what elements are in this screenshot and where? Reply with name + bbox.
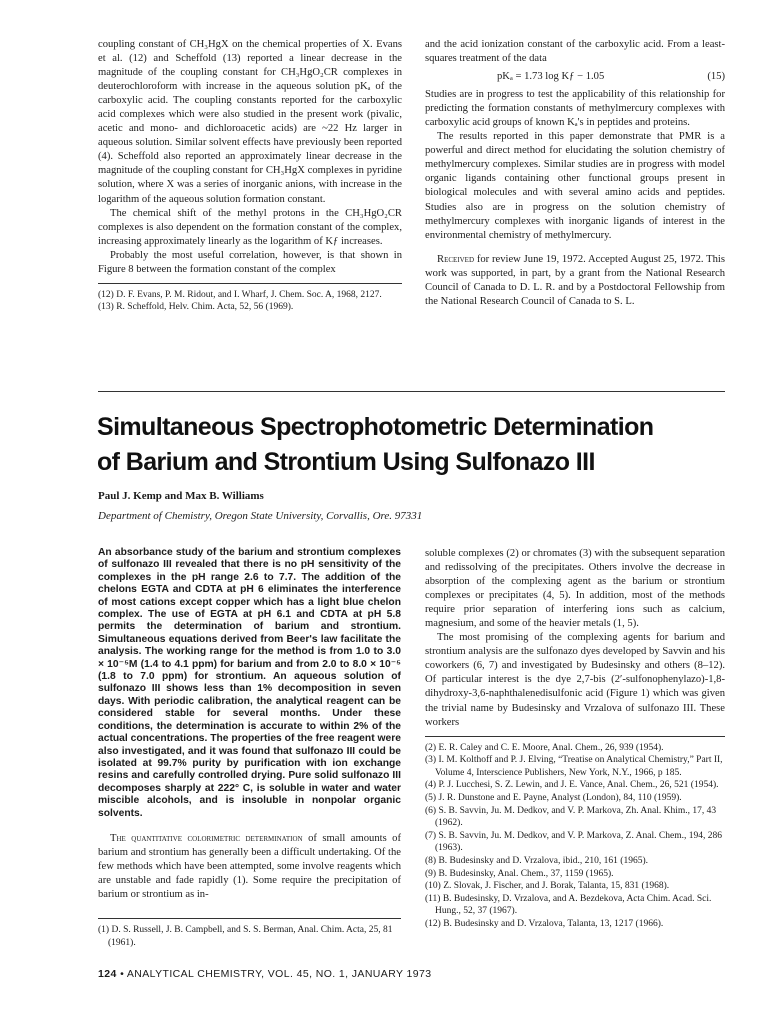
introduction-paragraph <box>98 832 401 902</box>
page-footer <box>98 968 431 980</box>
article-left-column <box>98 547 401 949</box>
page-number: 124 <box>98 968 117 980</box>
reference-list <box>98 924 401 949</box>
body-paragraph: The chemical shift of the methyl protons in the CH₃HgO₂CR complexes is also dependent on the formation constant of the complex, increasing approximately linearly as the logarithm of Kƒ increases. <box>98 207 402 247</box>
article-title-line: of Barium and Strontium Using Sulfonazo III <box>97 448 595 476</box>
article-title <box>97 410 737 480</box>
body-paragraph: and the acid ionization constant of the carboxylic acid. From a least-squares treatment of the data <box>425 39 725 65</box>
article-title-line: Simultaneous Spectrophotometric Determination <box>97 413 654 441</box>
reference-item: (8) B. Budesinsky and D. Vrzalova, ibid., 210, 161 (1965). <box>425 855 649 866</box>
body-paragraph: The results reported in this paper demonstrate that PMR is a powerful and direct method for elucidating the solution chemistry of methylmercury complexes. Similar studies are in progress with model organic ligands containing other functional groups present in biological molecules and with several amino acids and peptides. Studies also are in progress on the solution chemistry of methylmercury complexes with inorganic ligands of interest in the environmental chemistry of methylmercury. <box>425 131 725 241</box>
reference-item: (2) E. R. Caley and C. E. Moore, Anal. Chem., 26, 939 (1954). <box>425 742 664 753</box>
footnote-divider <box>98 283 402 284</box>
equation <box>425 70 725 84</box>
article-separator <box>98 391 725 392</box>
body-paragraph: The most promising of the complexing agents for barium and strontium analysis are the sulfonazo dyes developed by Savvin and his coworkers (6, 7) and investigated by Budesinsky and others (8–12). Of particular interest is the dye 2,7-bis (2′-sulfonophenylazo)-1,8-dihydroxy-3,6-naphthalenedisulfonic acid (Figure 1) which was given the trivial name by Budesinsky and Vrzalova of sulfonazo III. These workers <box>425 632 725 728</box>
reference-item: (7) S. B. Savvin, Ju. M. Dedkov, and V. P. Markova, Z. Anal. Chem., 194, 286 (1963). <box>425 830 722 854</box>
reference-item: (6) S. B. Savvin, Ju. M. Dedkov, and V. P. Markova, Zh. Anal. Khim., 17, 43 (1962). <box>425 805 717 829</box>
reference-item: (9) B. Budesinsky, Anal. Chem., 37, 1159 (1965). <box>425 868 614 879</box>
journal-citation: ANALYTICAL CHEMISTRY, VOL. 45, NO. 1, JANUARY 1973 <box>126 968 432 980</box>
article-affiliation: Department of Chemistry, Oregon State University, Corvallis, Ore. 97331 <box>98 510 423 522</box>
reference-item: (13) R. Scheffold, Helv. Chim. Acta, 52, 56 (1969). <box>98 302 294 313</box>
reference-list <box>98 289 402 314</box>
reference-item: (5) J. R. Dunstone and E. Payne, Analyst (London), 84, 110 (1959). <box>425 792 682 803</box>
body-paragraph: Studies are in progress to test the applicability of this relationship for predicting the formation constants of methylmercury complexes with carboxylic acid groups of known Kₐ's in peptides and proteins. <box>425 89 725 129</box>
received-text: for review June 19, 1972. Accepted August 25, 1972. This work was supported, in part, by a grant from the National Research Council of Canada to D. L. R. and by a Postdoctoral Fellowship from the National Research Council of Canada to S. L. <box>425 253 725 307</box>
body-paragraph: soluble complexes (2) or chromates (3) with the subsequent separation and redissolving of the precipitates. Others involve the decrease in absorption of the complexing agent as the barium or strontium complexes or precipitates (4, 5). In addition, most of the methods require prior separation of interfering ions such as calcium, magnesium, and some of the heavier metals (1, 5). <box>425 548 725 630</box>
footer-bullet: • <box>120 968 125 980</box>
body-paragraph: coupling constant of CH₃HgX on the chemical properties of X. Evans et al. (12) and Scheffold (13) reported a linear decrease in the magnitude of the coupling constant for CH₃HgO₂CR complexes in deuterochloroform with increase in the aqueous solution pKₐ of the carboxylic acid. The coupling constants reported for the carboxylic acid complexes which were also studied in the present work (pivalic, acetic and mono- and dichloroacetic acids) are ~22 Hz larger in aqueous solution. Similar solvent effects have previously been reported (4). Scheffold also reported an approximately linear decrease in the magnitude of the coupling constant for CH₃HgX complexes in pyridine solution, where X was a series of inorganic anions, with increase in the logarithm of the aqueous solution formation constant. <box>98 39 402 205</box>
body-paragraph: Probably the most useful correlation, however, is that shown in Figure 8 between the formation constant of the complex <box>98 249 402 275</box>
article-authors: Paul J. Kemp and Max B. Williams <box>98 490 264 502</box>
reference-item: (10) Z. Slovak, J. Fischer, and J. Borak, Talanta, 15, 831 (1968). <box>425 881 670 892</box>
equation-body: pKₐ = 1.73 log Kƒ − 1.05 <box>497 71 605 83</box>
reference-item: (11) B. Budesinsky, D. Vrzalova, and A. Bezdekova, Acta Chim. Acad. Sci. Hung., 52, 37 (1967). <box>425 893 712 917</box>
article-right-column <box>425 547 725 931</box>
intro-lead: The quantitative colorimetric determination <box>110 832 303 844</box>
received-label: Received <box>437 253 475 265</box>
equation-number: (15) <box>707 71 725 83</box>
reference-list <box>425 742 725 931</box>
footnote-divider <box>425 736 725 737</box>
reference-item: (12) D. F. Evans, P. M. Ridout, and I. Wharf, J. Chem. Soc. A, 1968, 2127. <box>98 289 382 300</box>
reference-item: (12) B. Budesinsky and D. Vrzalova, Talanta, 13, 1217 (1966). <box>425 918 664 929</box>
reference-item: (4) P. J. Lucchesi, S. Z. Lewin, and J. E. Vance, Anal. Chem., 26, 521 (1954). <box>425 780 719 791</box>
received-note <box>425 253 725 309</box>
reference-item: (1) D. S. Russell, J. B. Campbell, and S. S. Berman, Anal. Chim. Acta, 25, 81 (1961). <box>98 925 393 948</box>
abstract: An absorbance study of the barium and strontium complexes of sulfonazo III revealed that there is no pH sensitivity of the complexes in the pH range 2.6 to 7.7. The addition of the chelons EGTA and CDTA at pH 6 eliminates the interference of most cations except copper which has a light blue chelon complex. The use of EGTA at pH 6.1 and CDTA at pH 5.8 permits the determination of barium and strontium. Simultaneous equations derived from Beer's law facilitate the analysis. The working range for the method is from 1.0 to 3.0 × 10⁻⁵M (1.4 to 4.1 ppm) for barium and from 2.0 to 8.0 × 10⁻⁵ (1.8 to 7.0 ppm) for strontium. An aqueous solution of sulfonazo III shows less than 1% decomposition in seven days. With periodic calibration, the analytical reagent can be considered stable for several months. Under these conditions, the determination is accurate to within 2% of the actual concentrations. The properties of the free reagent were also investigated, and it was found that sulfonazo III could be isolated at 99.7% purity by purification with ion exchange resins and carefully controlled drying. Pure solid sulfonazo III decomposes sharply at 222° C, is soluble in water and water miscible alcohols, and is insoluble in nonpolar organic solvents. <box>98 547 401 819</box>
prev-article-right-column <box>425 38 725 309</box>
footnote-divider <box>98 918 401 919</box>
reference-item: (3) I. M. Kolthoff and P. J. Elving, “Treatise on Analytical Chemistry,” Part II, Volume 4, Interscience Publishers, New York, N.Y., 1966, p 185. <box>425 755 723 778</box>
prev-article-left-column <box>98 38 402 314</box>
intro-text: of small amounts of barium and strontium has generally been a difficult undertaking. Of the few methods which have been attempted, some involve reagents which are unstable and fade rapidly (1). Some require the precipitation of barium or strontium as in- <box>98 832 401 901</box>
